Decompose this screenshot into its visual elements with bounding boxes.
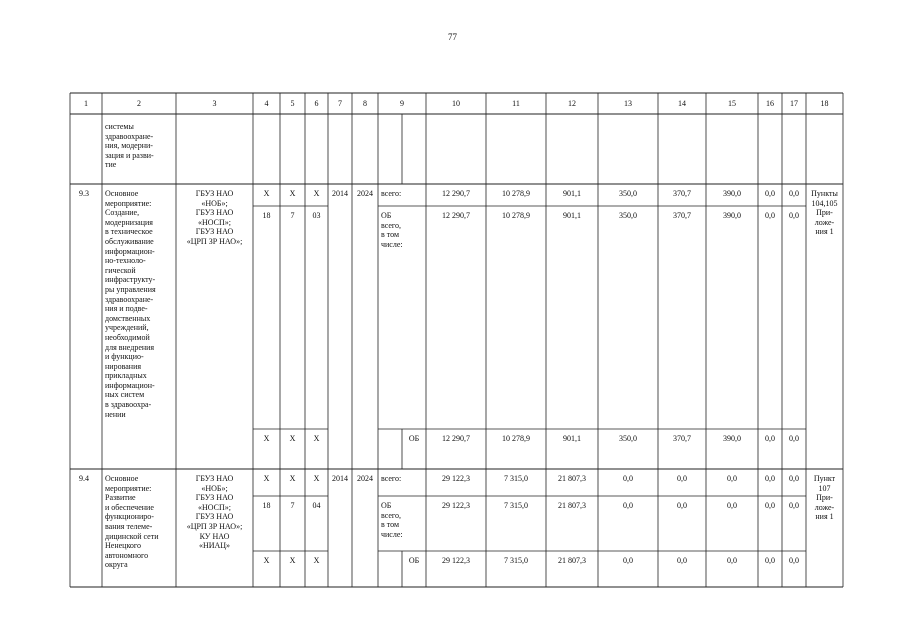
cell-value: 0,0	[789, 434, 799, 443]
cell-value: 0,0	[727, 474, 737, 483]
cell-c5: 7	[290, 501, 295, 510]
cell-value: 21 807,3	[558, 474, 586, 483]
cell-value: 350,0	[619, 434, 637, 443]
cell-value: 0,0	[789, 556, 799, 565]
cell-ob: ОБ	[408, 556, 420, 565]
header-cell: 17	[790, 99, 798, 108]
cell-value: 370,7	[673, 189, 691, 198]
header-cell: 16	[766, 99, 774, 108]
cell-value: 0,0	[623, 556, 633, 565]
cell-label: ОБ всего, в том числе:	[381, 501, 403, 539]
cell-year-start: 2014	[332, 189, 348, 198]
cell-value: 12 290,7	[442, 189, 470, 198]
cell-value: 370,7	[673, 211, 691, 220]
cell-num: 9.3	[79, 189, 89, 198]
header-cell: 14	[678, 99, 686, 108]
cell-c6: 03	[312, 211, 321, 220]
header-cell: 9	[400, 99, 404, 108]
header-cell: 6	[314, 99, 319, 108]
cell-c6: Х	[313, 189, 320, 198]
cell-c4: 18	[262, 501, 271, 510]
cell-value: 10 278,9	[502, 434, 530, 443]
cell-value: 390,0	[723, 434, 741, 443]
cell-value: 390,0	[723, 211, 741, 220]
cell-year-end: 2024	[357, 474, 373, 483]
cell-c5: Х	[289, 189, 296, 198]
header-cell: 4	[264, 99, 269, 108]
cell-value: 0,0	[623, 501, 633, 510]
cell-value: 901,1	[563, 434, 581, 443]
cell-year-end: 2024	[357, 189, 373, 198]
cell-value: 7 315,0	[504, 474, 528, 483]
cell-value: 0,0	[677, 501, 687, 510]
cell-c5: Х	[289, 556, 296, 565]
cell-note: Пункт 107 При- ложе- ния 1	[813, 474, 836, 522]
header-cell: 8	[363, 99, 367, 108]
header-cell: 5	[290, 99, 295, 108]
cell-label: всего:	[381, 189, 402, 198]
header-cell: 10	[452, 99, 460, 108]
cell-num: 9.4	[79, 474, 89, 483]
cell-ob: ОБ	[408, 434, 420, 443]
cell-value: 0,0	[789, 501, 799, 510]
cell-c6: 04	[312, 501, 321, 510]
cell-value: 350,0	[619, 189, 637, 198]
cell-value: 390,0	[723, 189, 741, 198]
cell-value: 0,0	[765, 211, 775, 220]
header-cell: 7	[338, 99, 342, 108]
cell-c4: 18	[262, 211, 271, 220]
header-cell: 3	[212, 99, 217, 108]
cell-value: 370,7	[673, 434, 691, 443]
header-cell: 11	[512, 99, 520, 108]
cell-name: Основное мероприятие: Развитие и обеспечение функциониро- вания телеме- дицинской сети Ненецкого автономного округа	[105, 474, 159, 570]
header-cell: 15	[728, 99, 736, 108]
header-cell: 2	[137, 99, 141, 108]
cell-value: 0,0	[623, 474, 633, 483]
cell-value: 0,0	[789, 189, 799, 198]
cell-year-start: 2014	[332, 474, 348, 483]
cell-value: 0,0	[789, 211, 799, 220]
cell-value: 0,0	[765, 501, 775, 510]
cell-value: 901,1	[563, 189, 581, 198]
page-number: 77	[448, 32, 457, 42]
cell-value: 0,0	[765, 434, 775, 443]
cell-value: 901,1	[563, 211, 581, 220]
cell-value: 29 122,3	[442, 501, 470, 510]
header-cell: 18	[820, 99, 829, 108]
cell-c5: Х	[289, 434, 296, 443]
header-cell: 12	[568, 99, 576, 108]
header-cell: 1	[84, 99, 88, 108]
cell-value: 0,0	[727, 501, 737, 510]
cell-value: 10 278,9	[502, 189, 530, 198]
cell-c4: Х	[263, 474, 270, 483]
cell-name: системы здравоохране- ния, модерни- зация и разви- тие	[105, 122, 154, 170]
cell-value: 29 122,3	[442, 474, 470, 483]
cell-value: 0,0	[789, 474, 799, 483]
cell-executor: ГБУЗ НАО «НОБ»; ГБУЗ НАО «НОСП»; ГБУЗ НАО «ЦРП ЗР НАО»;	[186, 189, 243, 246]
cell-c4: Х	[263, 556, 270, 565]
cell-executor: ГБУЗ НАО «НОБ»; ГБУЗ НАО «НОСП»; ГБУЗ НАО «ЦРП ЗР НАО»; КУ НАО «НИАЦ»	[186, 474, 243, 551]
cell-value: 0,0	[727, 556, 737, 565]
cell-c6: Х	[313, 556, 320, 565]
cell-value: 7 315,0	[504, 501, 528, 510]
cell-value: 7 315,0	[504, 556, 528, 565]
cell-c4: Х	[263, 434, 270, 443]
cell-c5: 7	[290, 211, 295, 220]
cell-value: 29 122,3	[442, 556, 470, 565]
cell-c5: Х	[289, 474, 296, 483]
cell-value: 350,0	[619, 211, 637, 220]
cell-value: 0,0	[677, 556, 687, 565]
cell-value: 21 807,3	[558, 556, 586, 565]
cell-note: Пункты 104,105 При- ложе- ния 1	[811, 189, 838, 237]
cell-value: 12 290,7	[442, 434, 470, 443]
cell-c6: Х	[313, 474, 320, 483]
cell-value: 0,0	[765, 189, 775, 198]
cell-value: 0,0	[677, 474, 687, 483]
cell-value: 0,0	[765, 474, 775, 483]
cell-label: всего:	[381, 474, 402, 483]
cell-value: 0,0	[765, 556, 775, 565]
cell-value: 12 290,7	[442, 211, 470, 220]
cell-value: 21 807,3	[558, 501, 586, 510]
cell-label: ОБ всего, в том числе:	[381, 211, 403, 249]
header-cell: 13	[624, 99, 632, 108]
cell-name: Основное мероприятие: Создание, модернизация в техническое обслуживание информацион- но-техноло- гической инфраструкту- ры управления здравоохране- ния и подве- домственных учреждений, необходимой для внедрения и функцио- нирования прикладных информацион- ных систем в здравоохра- нении	[105, 189, 156, 419]
cell-c4: Х	[263, 189, 270, 198]
cell-c6: Х	[313, 434, 320, 443]
cell-value: 10 278,9	[502, 211, 530, 220]
